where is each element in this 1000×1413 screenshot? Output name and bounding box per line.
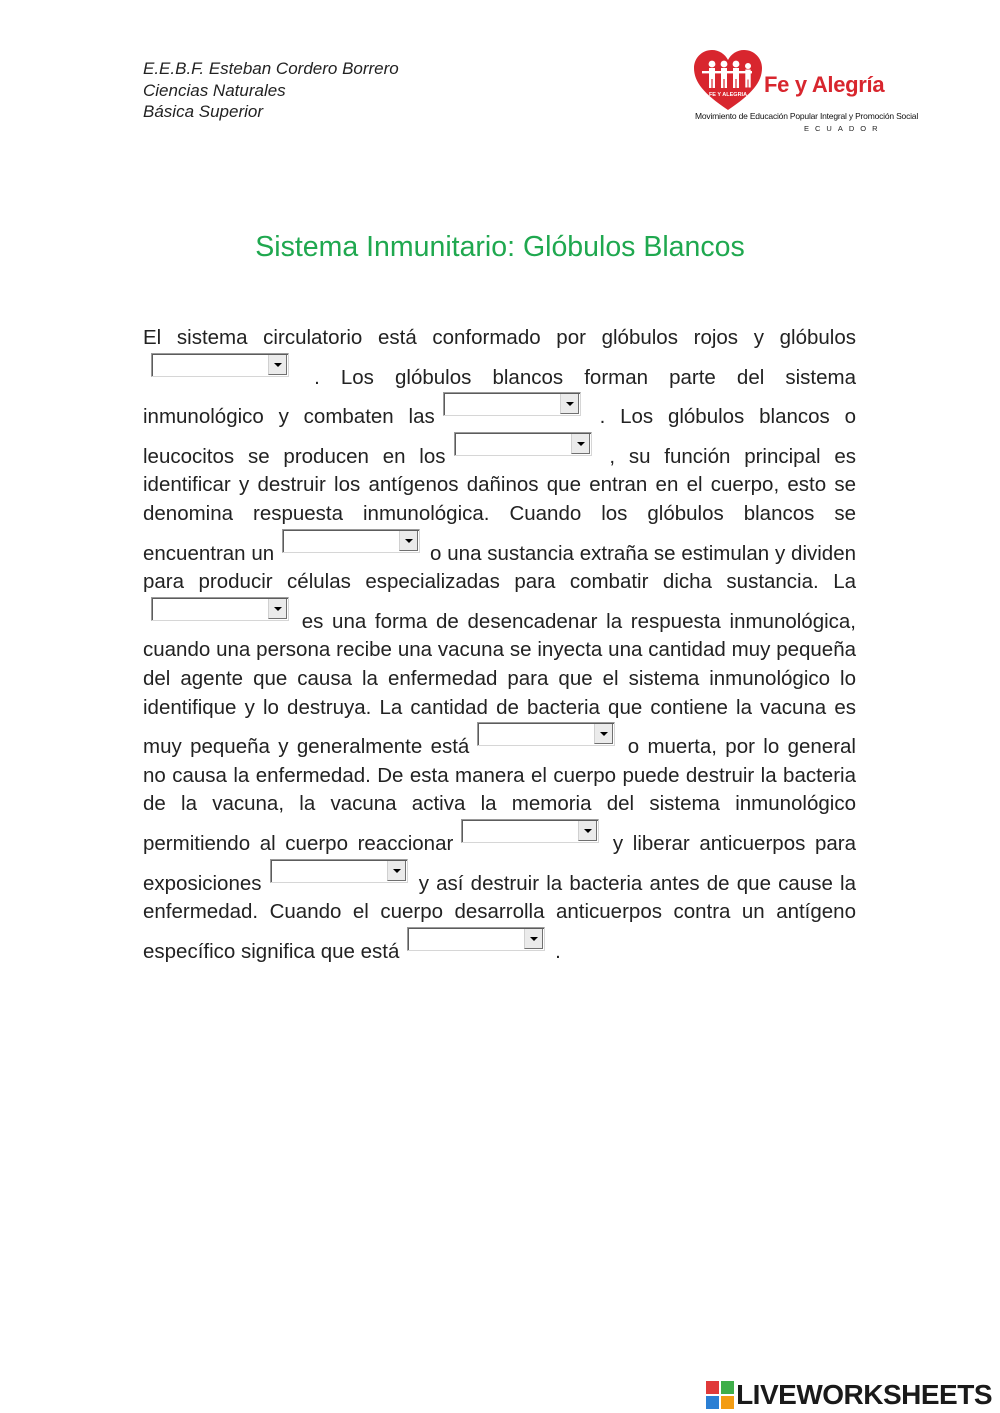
- text-segment: . Los glóbulos blancos forman parte del sistema inmunológico y combaten las: [143, 365, 856, 429]
- level-name: Básica Superior: [143, 102, 264, 121]
- text-segment: . Los glóbulos blancos o leucocitos se producen en los: [143, 405, 856, 468]
- heart-children-icon: [694, 50, 762, 112]
- logo-name: Fe y Alegría: [764, 72, 885, 97]
- dropdown-arrow-icon[interactable]: [399, 531, 418, 551]
- dropdown-arrow-icon[interactable]: [268, 355, 287, 375]
- dropdown-arrow-icon[interactable]: [268, 599, 287, 619]
- answer-dropdown-8[interactable]: [270, 859, 408, 883]
- text-segment: y liberar anticuerpos para exposiciones: [143, 831, 856, 895]
- answer-dropdown-5[interactable]: [151, 597, 289, 621]
- dropdown-arrow-icon[interactable]: [594, 724, 613, 744]
- text-segment: .: [555, 939, 561, 963]
- dropdown-arrow-icon[interactable]: [387, 861, 406, 881]
- page-title: Sistema Inmunitario: Glóbulos Blancos: [255, 231, 745, 263]
- logo-tagline: Movimiento de Educación Popular Integral y Promoción Social: [695, 111, 919, 121]
- liveworksheets-mark-icon: [706, 1381, 734, 1409]
- answer-dropdown-6[interactable]: [477, 722, 615, 746]
- brand-text: LIVEWORKSHEETS: [736, 1379, 992, 1410]
- liveworksheets-brand: [706, 1379, 992, 1411]
- subject-name: Ciencias Naturales: [143, 80, 286, 100]
- dropdown-arrow-icon[interactable]: [560, 394, 579, 414]
- logo-country: ECUADOR: [804, 124, 884, 133]
- text-segment: es una forma de desencadenar la respuesta inmunológica, cuando una persona recibe una vacuna se inyecta una cantidad muy pequeña del agente que causa la enfermedad para que el sistema inmunológico lo identifique y lo destruya. La cantidad de bacteria que contiene la vacuna es muy pequeña y generalmente está: [143, 609, 857, 759]
- text-segment: , su función principal es identificar y destruir los antígenos dañinos que entran en el cuerpo, esto se denomina respuesta inmunológica. Cuando los glóbulos blancos se encuentran un: [143, 444, 856, 565]
- answer-dropdown-9[interactable]: [407, 927, 545, 951]
- answer-dropdown-3[interactable]: [454, 432, 592, 456]
- answer-dropdown-7[interactable]: [461, 819, 599, 843]
- dropdown-arrow-icon[interactable]: [571, 434, 590, 454]
- answer-dropdown-1[interactable]: [151, 353, 289, 377]
- text-segment: o una sustancia extraña se estimulan y dividen para producir células especializadas para combatir dicha sustancia. La: [143, 541, 857, 594]
- dropdown-arrow-icon[interactable]: [578, 821, 597, 841]
- text-segment: o muerta, por lo general no causa la enfermedad. De esta manera el cuerpo puede destruir la bacteria de la vacuna, la vacuna activa la memoria del sistema inmunológico permitiendo al cuerpo reaccionar: [143, 735, 856, 855]
- school-header: [143, 58, 399, 123]
- dropdown-arrow-icon[interactable]: [524, 929, 543, 949]
- text-segment: y así destruir la bacteria antes de que cause la enfermedad. Cuando el cuerpo desarrolla anticuerpos contra un antígeno específico significa que está: [143, 871, 856, 963]
- worksheet-paragraph: [143, 324, 856, 966]
- answer-dropdown-2[interactable]: [443, 392, 581, 416]
- answer-dropdown-4[interactable]: [282, 529, 420, 553]
- fe-y-alegria-logo: [694, 50, 919, 136]
- school-name: E.E.B.F. Esteban Cordero Borrero: [143, 59, 399, 78]
- heart-text: FE Y ALEGRIA: [708, 92, 748, 98]
- text-segment: El sistema circulatorio está conformado por glóbulos rojos y glóbulos: [143, 326, 856, 349]
